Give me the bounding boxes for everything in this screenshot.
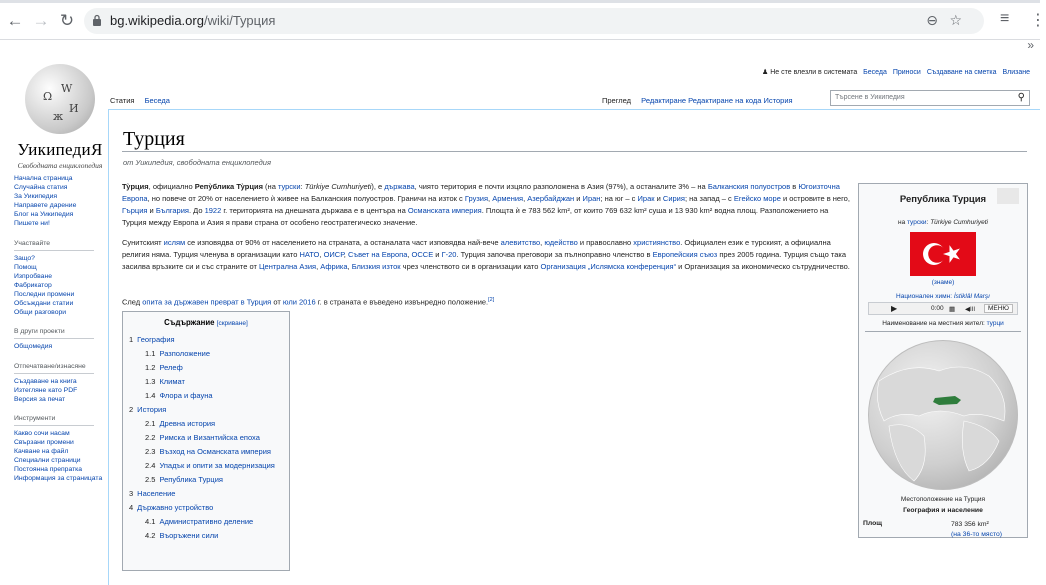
tab-talk[interactable]: Беседа	[144, 96, 170, 105]
sidebar-item[interactable]: Защо?	[14, 254, 35, 262]
toc-item[interactable]	[129, 529, 283, 543]
article-link[interactable]: ОИСР	[323, 250, 344, 259]
article-link[interactable]: алевитство	[500, 238, 541, 247]
article-link[interactable]: опита за държавен преврат в Турция	[142, 297, 272, 307]
personal-tools	[762, 68, 1030, 76]
toc-item-link[interactable]: Население	[137, 489, 176, 498]
sidebar-item[interactable]: Изтегляне като PDF	[14, 386, 78, 394]
tab-strip	[0, 0, 1040, 3]
article-text: ,	[319, 250, 324, 259]
toc-toggle-link[interactable]: [скриване]	[216, 320, 248, 327]
address-bar[interactable]	[84, 8, 984, 34]
toc-item-link[interactable]: Упадък и опити за модернизация	[159, 461, 275, 470]
article-text: . Площта ѝ е 783 562 km², от които 769 632 km² суша и 13 930 km² водна площ. Разположението на Турция между Европа и Азия я прави страна от особено геостратегическо значение.	[122, 206, 829, 227]
toc-item[interactable]	[129, 445, 283, 459]
sidebar-participation	[14, 254, 108, 318]
native-prefix: на	[897, 219, 907, 226]
article-link[interactable]: Армения	[492, 194, 524, 203]
article-text: ,	[343, 250, 348, 259]
toc-item[interactable]	[129, 417, 283, 431]
forward-arrow-icon[interactable]: →	[32, 11, 50, 30]
title-divider	[122, 151, 1027, 152]
area-row	[859, 518, 1027, 540]
map-caption: Местоположение на Турция	[900, 496, 986, 503]
fullscreen-icon[interactable]: ▦	[949, 306, 956, 313]
user-icon: ♟	[762, 69, 769, 76]
article-link[interactable]: Югоизточна Европа	[122, 182, 840, 203]
toc-item[interactable]	[129, 375, 283, 389]
logo-tagline: Свободната енциклопедия	[17, 161, 103, 170]
tab-article[interactable]: Статия	[110, 96, 135, 105]
toc-item-number: 2.2	[145, 433, 156, 442]
toc-item-link[interactable]: Възход на Османската империя	[159, 447, 271, 456]
article-link[interactable]: държава	[384, 182, 415, 191]
tab-read[interactable]: Преглед	[602, 96, 632, 105]
article-link[interactable]: християнство	[633, 238, 681, 247]
article-link[interactable]: България	[155, 206, 189, 215]
url-text	[110, 13, 275, 28]
puzzle-globe-icon	[25, 64, 95, 134]
infobox-title: Република Турция	[899, 194, 987, 205]
audio-player	[868, 302, 1018, 315]
toc-item-number: 2.4	[145, 461, 156, 470]
area-rank-link[interactable]: (на 36-то място)	[951, 531, 1003, 538]
article-text: , официално	[148, 182, 195, 191]
article-text: , но повече от 20% от населението ѝ живее на Балканския полуостров. Граничи на изток с	[147, 194, 465, 203]
article-text: и	[147, 206, 156, 215]
table-of-contents	[122, 311, 290, 571]
play-icon[interactable]: ▶	[891, 304, 898, 313]
flag-link-wrap	[859, 279, 1027, 286]
toc-item-number: 4.1	[145, 517, 156, 526]
article-link[interactable]: Егейско море	[733, 194, 781, 203]
article-link[interactable]: ислям	[163, 238, 186, 247]
sidebar-item[interactable]: Помощ	[14, 263, 37, 271]
sidebar-item[interactable]: Общомедия	[14, 343, 53, 351]
anthem-row	[859, 293, 1027, 300]
sidebar-section-tools: Инструменти	[14, 414, 94, 426]
sidebar-item[interactable]: Специални страници	[14, 457, 81, 465]
reading-list-icon[interactable]: ≡	[1000, 10, 1010, 27]
globe-glyph: И	[69, 102, 79, 115]
article-link[interactable]: Европейския съюз	[652, 250, 718, 259]
article-text: Репу̀блика Ту̀рция	[194, 182, 263, 191]
player-time: 0:00	[931, 305, 944, 312]
sidebar-section-participation: Участвайте	[14, 239, 94, 251]
article-text: . Официален език е турският, а официална религия няма. Турция членува в организации като	[122, 238, 831, 259]
toc-item-number: 1.2	[145, 363, 156, 372]
toc-item-number: 4.2	[145, 531, 156, 540]
article-text: ,	[347, 262, 352, 271]
personal-talk-link[interactable]: Беседа	[863, 69, 887, 76]
toc-item-link[interactable]: География	[137, 335, 175, 344]
sidebar-item[interactable]: Постоянна препратка	[14, 466, 83, 474]
player-menu-button[interactable]: МЕНЮ	[984, 304, 1013, 313]
toc-item-number: 1.4	[145, 391, 156, 400]
toc-item-number: 2	[129, 405, 134, 414]
article-text: и православно	[577, 238, 634, 247]
toc-item[interactable]	[129, 403, 283, 417]
toc-item-number: 3	[129, 489, 134, 498]
article-text: в	[790, 182, 799, 191]
toc-item-link[interactable]: Държавно устройство	[137, 503, 214, 512]
sidebar-main	[14, 174, 108, 229]
infobox-section-header: География и население	[903, 507, 983, 514]
article-link[interactable]: 1922	[204, 206, 222, 215]
article-link[interactable]: ОССЕ	[411, 250, 434, 259]
sidebar-item[interactable]: Информация за страницата	[14, 475, 103, 483]
toc-list	[129, 333, 283, 543]
area-value: 783 356 km²	[951, 521, 989, 528]
sidebar-item[interactable]: Последни промени	[14, 291, 75, 299]
article-text: ,	[316, 262, 321, 271]
namespace-tabs	[110, 96, 170, 108]
not-logged-in-text: Не сте влезли в системата	[770, 69, 858, 76]
toc-item[interactable]	[129, 487, 283, 501]
search-placeholder: Търсене в Уикипедия	[835, 94, 905, 101]
toc-item-link[interactable]: Древна история	[159, 419, 216, 428]
sidebar-item[interactable]: Обсъждани статии	[14, 300, 74, 308]
wikipedia-logo[interactable]	[10, 64, 110, 170]
toc-item-link[interactable]: Климат	[159, 377, 185, 386]
lock-icon	[92, 14, 102, 26]
article-text: . Турция започва преговори за пълноправно членство в	[456, 250, 653, 259]
sidebar-item[interactable]: Версия за печат	[14, 395, 66, 403]
bookmark-star-icon[interactable]: ☆	[949, 12, 962, 28]
toc-item-link[interactable]: Римска и Византийска епоха	[159, 433, 260, 442]
search-icon[interactable]: ⚲	[1017, 92, 1025, 103]
tab-edit-source[interactable]: Редактиране на кода	[688, 96, 762, 105]
bookmarks-overflow-icon[interactable]: »	[1027, 38, 1034, 52]
sidebar-item[interactable]: Изпробване	[14, 272, 52, 280]
page-subtitle: от Уикипедия, свободната енциклопедия	[123, 158, 271, 167]
article-link[interactable]: Азербайджан	[527, 194, 575, 203]
sidebar-tools	[14, 429, 108, 484]
create-account-link[interactable]: Създаване на сметка	[926, 69, 997, 76]
sidebar-item[interactable]: Общи разговори	[14, 309, 67, 317]
toc-item-link[interactable]: Въоръжени сили	[159, 531, 219, 540]
article-paragraph-3	[122, 294, 850, 309]
toc-title: Съдържание	[164, 318, 215, 327]
article-text: г. в страната е въведено извънредно положение.	[315, 297, 489, 307]
article-text: и	[574, 194, 583, 203]
article-link[interactable]: Балканския полуостров	[707, 182, 791, 191]
article-text: и Организация за икономическо сътрудничество.	[676, 262, 850, 271]
browser-toolbar	[0, 0, 1046, 40]
article-link[interactable]: юли 2016	[282, 297, 316, 307]
article-text: ,	[407, 250, 412, 259]
article-link[interactable]: Гърция	[122, 206, 148, 215]
article-text: ,	[523, 194, 528, 203]
demonym-row	[859, 320, 1027, 327]
toc-item[interactable]	[129, 333, 283, 347]
article-text: и	[654, 194, 663, 203]
volume-icon[interactable]: ◀ǀǀǀ	[965, 306, 976, 313]
sidebar-projects	[14, 342, 108, 351]
article-paragraph-2	[122, 237, 850, 273]
demonym-label: Наименование на местния жител:	[882, 320, 987, 327]
sidebar-item[interactable]: Създаване на книга	[14, 377, 77, 385]
article-link[interactable]: Ирак	[637, 194, 655, 203]
toc-item-number: 2.3	[145, 447, 156, 456]
article-link[interactable]: Г-20	[441, 250, 457, 259]
sidebar-item[interactable]: Качване на файл	[14, 448, 69, 456]
back-arrow-icon[interactable]: ←	[6, 11, 24, 30]
toc-item-number: 2.5	[145, 475, 156, 484]
toc-item-number: 4	[129, 503, 134, 512]
globe-map-icon	[869, 341, 1019, 491]
sidebar-item[interactable]: Направете дарение	[14, 202, 77, 210]
article-link[interactable]: Сирия	[662, 194, 685, 203]
logo-wordmark: УикипедиЯ	[17, 140, 103, 159]
page-title: Турция	[123, 128, 185, 150]
article-link[interactable]: Иран	[582, 194, 601, 203]
toc-item-number: 1	[129, 335, 134, 344]
article-text: ; на запад – с	[684, 194, 734, 203]
toc-item-link[interactable]: Административно деление	[159, 517, 254, 526]
article-text: ,	[488, 194, 493, 203]
article-text: :	[300, 182, 305, 191]
turkey-flag[interactable]	[910, 232, 976, 276]
sidebar-item[interactable]: Фабрикатор	[14, 281, 52, 289]
toc-item-link[interactable]: Релеф	[159, 363, 183, 372]
article-link[interactable]: Грузия	[464, 194, 489, 203]
location-globe-map[interactable]	[868, 340, 1018, 490]
sidebar-item[interactable]: Блог на Уикипедия	[14, 211, 74, 219]
article-text: от	[271, 297, 283, 307]
article-text: Сунитският	[122, 238, 164, 247]
article-text: След	[122, 297, 143, 307]
demonym-link[interactable]: турци	[986, 320, 1004, 327]
article-link[interactable]: Османската империя	[407, 206, 482, 215]
infobox-divider	[865, 331, 1021, 332]
sidebar-item[interactable]: Свързани промени	[14, 439, 74, 447]
infobox-header-flag	[997, 188, 1019, 204]
reload-icon[interactable]: ↻	[59, 11, 75, 30]
toc-item[interactable]	[129, 459, 283, 473]
toc-item[interactable]	[129, 347, 283, 361]
tab-history[interactable]: История	[763, 96, 793, 105]
toc-item[interactable]	[129, 431, 283, 445]
infobox-native-name	[859, 219, 1027, 226]
zoom-icon[interactable]: ⊖	[926, 12, 938, 28]
area-label: Площ	[863, 520, 883, 527]
sidebar-item[interactable]: Начална страница	[14, 175, 73, 182]
article-link[interactable]: турски	[277, 182, 301, 191]
article-text: Ту̀рция	[122, 182, 149, 191]
toc-item[interactable]	[129, 389, 283, 403]
article-text: , чиято територия е почти изцяло разположена в Азия (97%), а останалите 3% – на	[414, 182, 708, 191]
url-host: bg.wikipedia.org	[110, 13, 204, 28]
anthem-label[interactable]: Национален химн:	[896, 293, 954, 300]
globe-glyph: ж	[53, 110, 64, 123]
article-link[interactable]: Африка	[320, 262, 348, 271]
article-text: чрез членството си в организации като	[400, 262, 541, 271]
toc-item-link[interactable]: Флора и фауна	[159, 391, 213, 400]
personal-contributions-link[interactable]: Приноси	[892, 69, 921, 76]
area-value-block	[951, 520, 1002, 540]
article-text: . До	[188, 206, 205, 215]
article-paragraph-1	[122, 181, 850, 229]
article-link[interactable]: [2]	[488, 297, 495, 303]
native-language-link[interactable]: турски	[907, 219, 927, 226]
toc-item-number: 2.1	[145, 419, 156, 428]
toc-item[interactable]	[129, 515, 283, 529]
article-text: (на	[262, 182, 278, 191]
article-text: и	[433, 250, 442, 259]
toc-item[interactable]	[129, 361, 283, 375]
sidebar-item[interactable]: За Уикипедия	[14, 193, 58, 201]
article-link[interactable]: НАТО	[299, 250, 320, 259]
article-text: г. територията на днешната държава е в центъра на	[221, 206, 408, 215]
toc-item-link[interactable]: История	[137, 405, 167, 414]
article-text: ; на юг – с	[600, 194, 638, 203]
url-path: /wiki/Турция	[203, 13, 276, 28]
sidebar-item[interactable]: Какво сочи насам	[14, 429, 70, 437]
flag-link[interactable]: (знаме)	[931, 279, 955, 286]
toc-item-number: 1.1	[145, 349, 156, 358]
menu-dots-icon[interactable]: ⋮	[1030, 12, 1046, 29]
native-sep: :	[926, 219, 931, 226]
toc-item-link[interactable]: Разположение	[159, 349, 211, 358]
toc-item[interactable]	[129, 501, 283, 515]
globe-glyph: W	[61, 82, 73, 95]
login-link[interactable]: Влизане	[1002, 69, 1030, 76]
sidebar-item[interactable]: Пишете ни!	[14, 220, 50, 228]
crescent-star-icon	[910, 232, 976, 276]
sidebar-section-projects: В други проекти	[14, 327, 94, 339]
article-text: ,	[540, 238, 545, 247]
native-name: Türkiye Cumhuriyeti	[930, 219, 988, 226]
article-link[interactable]: юдейство	[544, 238, 578, 247]
tab-edit[interactable]: Редактиране	[641, 96, 687, 105]
article-text: и островите в него,	[780, 194, 850, 203]
globe-glyph: Ω	[43, 90, 53, 103]
toc-item-link[interactable]: Република Турция	[159, 475, 223, 484]
anthem-name: İstiklâl Marşı	[953, 293, 990, 300]
toc-heading	[129, 318, 283, 327]
sidebar-item[interactable]: Случайна статия	[14, 184, 68, 192]
article-link[interactable]: Съвет на Европа	[347, 250, 408, 259]
toc-item-number: 1.3	[145, 377, 156, 386]
view-tabs	[602, 96, 793, 105]
article-text: ), е	[371, 182, 385, 191]
anthem-name-link[interactable]	[954, 293, 990, 300]
toc-item[interactable]	[129, 473, 283, 487]
article-link[interactable]: Организация „Ислямска конференция“	[540, 262, 677, 271]
infobox	[858, 183, 1028, 538]
article-text: през 2005 година. Турция също така засилва връзките си и със страните от	[122, 250, 847, 271]
article-text: Türkiye Cumhuriyeti	[304, 182, 372, 191]
sidebar-section-print: Отпечатване/изнасяне	[14, 362, 94, 374]
article-link[interactable]: Централна Азия	[259, 262, 317, 271]
sidebar	[14, 174, 108, 484]
sidebar-print	[14, 377, 108, 404]
search-input[interactable]	[830, 90, 1030, 106]
article-text: се изповядва от 90% от населението на страната, а останалата част изповядва най-вече	[185, 238, 501, 247]
article-link[interactable]: Близкия изток	[351, 262, 401, 271]
